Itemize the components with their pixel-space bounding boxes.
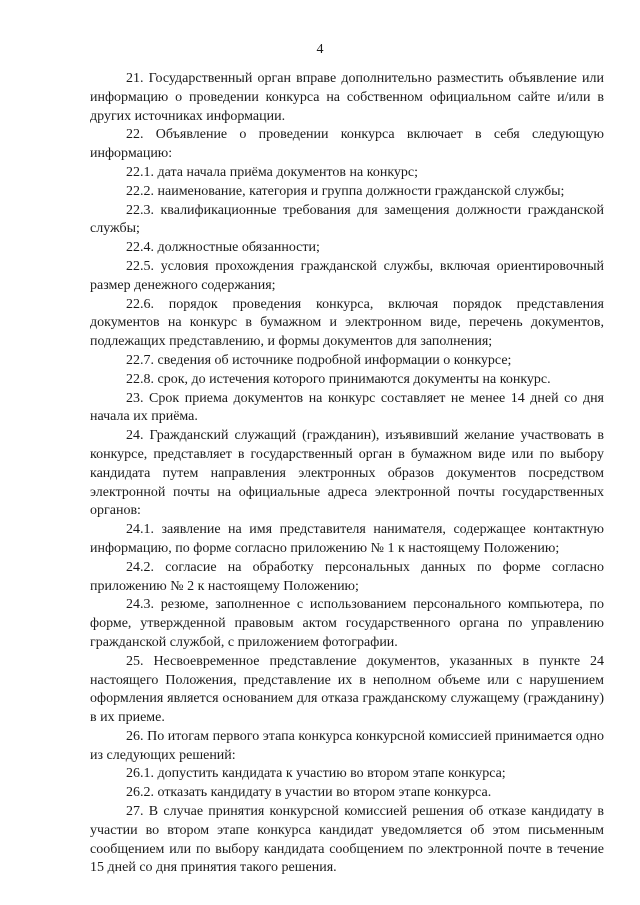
paragraph-24-3: 24.3. резюме, заполненное с использованием персонального компьютера, по форме, утвержденной правовым актом государственного органа по управлению гражданской службой, с приложением фотографии.	[90, 597, 604, 650]
paragraph-24: 24. Гражданский служащий (гражданин), изъявивший желание участвовать в конкурсе, представляет в государственный орган в бумажном виде или по выбору кандидата путем направления электронных образов документов посредством электронной почты на официальные адреса электронной почты государственных органов:	[90, 428, 604, 519]
paragraph-24-2: 24.2. согласие на обработку персональных данных по форме согласно приложению № 2 к настоящему Положению;	[90, 559, 604, 594]
paragraph-24-1: 24.1. заявление на имя представителя нанимателя, содержащее контактную информацию, по форме согласно приложению № 1 к настоящему Положению;	[90, 522, 604, 556]
paragraph-22-8: 22.8. срок, до истечения которого принимаются документы на конкурс.	[126, 371, 551, 387]
paragraph-26: 26. По итогам первого этапа конкурса конкурсной комиссией принимается одно из следующих решений:	[90, 728, 604, 763]
paragraph-22-7: 22.7. сведения об источнике подробной информации о конкурсе;	[126, 352, 512, 368]
paragraph-22-5: 22.5. условия прохождения гражданской службы, включая ориентировочный размер денежного содержания;	[90, 258, 604, 293]
paragraph-22-2: 22.2. наименование, категория и группа должности гражданской службы;	[126, 183, 565, 199]
paragraph-26-2: 26.2. отказать кандидату в участии во втором этапе конкурса.	[126, 785, 492, 801]
paragraph-23: 23. Срок приема документов на конкурс составляет не менее 14 дней со дня начала их приёма.	[90, 390, 604, 425]
paragraph-22-4: 22.4. должностные обязанности;	[126, 240, 320, 256]
document-body	[90, 70, 604, 878]
paragraph-26-1: 26.1. допустить кандидата к участию во втором этапе конкурса;	[126, 766, 506, 782]
paragraph-22-1: 22.1. дата начала приёма документов на конкурс;	[126, 164, 419, 180]
paragraph-21: 21. Государственный орган вправе дополнительно разместить объявление или информацию о проведении конкурса на собственном официальном сайте и/или в других источниках информации.	[90, 71, 604, 124]
paragraph-22: 22. Объявление о проведении конкурса включает в себя следующую информацию:	[90, 127, 604, 162]
paragraph-22-3: 22.3. квалификационные требования для замещения должности гражданской службы;	[90, 202, 604, 237]
page-number: 4	[316, 42, 324, 57]
paragraph-22-6: 22.6. порядок проведения конкурса, включая порядок представления документов на конкурс в бумажном и электронном виде, перечень документов, подлежащих представлению, и формы документов для заполнения;	[90, 296, 604, 350]
paragraph-25: 25. Несвоевременное представление документов, указанных в пункте 24 настоящего Положения, представление их в неполном объеме или с нарушением оформления является основанием для отказа гражданскому служащему (гражданину) в их приеме.	[90, 653, 604, 726]
paragraph-27: 27. В случае принятия конкурсной комиссией решения об отказе кандидату в участии во втором этапе конкурса кандидат уведомляется об этом письменным сообщением или по выбору кандидата сообщением по электронной почте в течение 15 дней со дня принятия такого решения.	[90, 804, 604, 876]
